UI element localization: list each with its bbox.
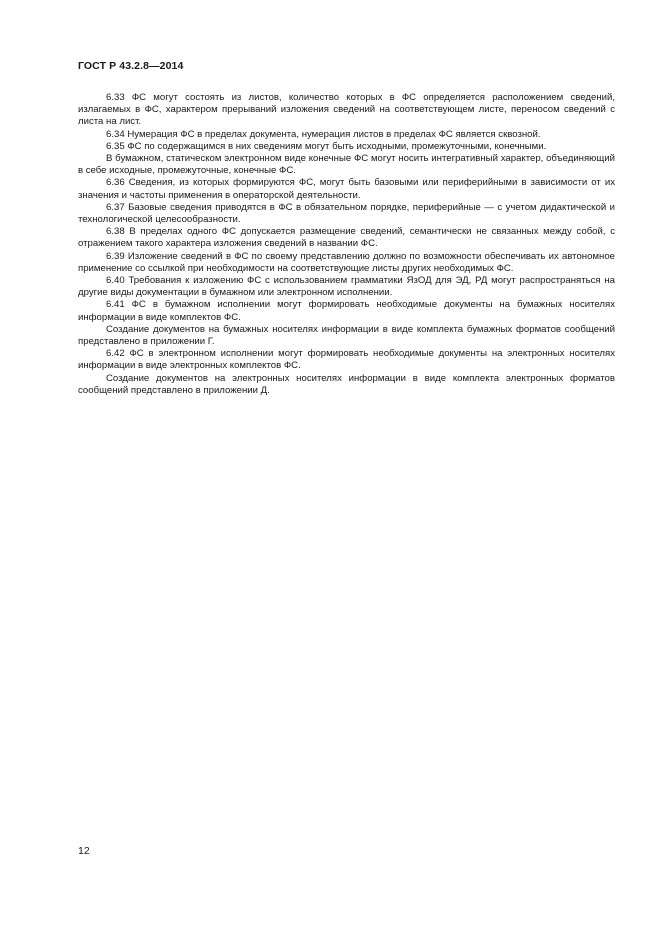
paragraph-6-35: 6.35 ФС по содержащимся в них сведениям могут быть исходными, промежуточными, конечными. [106, 140, 547, 152]
paragraph-6-34: 6.34 Нумерация ФС в пределах документа, нумерация листов в пределах ФС является сквозной. [106, 128, 541, 140]
document-header: ГОСТ Р 43.2.8—2014 [78, 60, 184, 72]
paragraph-6-42: 6.42 ФС в электронном исполнении могут формировать необходимые документы на электронных носителях информации в виде электронных комплектов ФС. [78, 348, 615, 372]
paragraph-6-40: 6.40 Требования к изложению ФС с использованием грамматики ЯзОД для ЭД, РД могут распространяться на другие виды документации в бумажном или электронном исполнении. [78, 275, 615, 299]
page-number: 12 [78, 845, 90, 857]
paragraph-6-33: 6.33 ФС могут состоять из листов, количество которых в ФС определяется расположением сведений, излагаемых в ФС, характером прерываний изложения сведений на соответствующем листе, переносом сведений с листа на лист. [78, 92, 615, 128]
paragraph-6-41: 6.41 ФС в бумажном исполнении могут формировать необходимые документы на бумажных носителях информации в виде комплектов ФС. [78, 299, 615, 323]
paragraph-6-38: 6.38 В пределах одного ФС допускается размещение сведений, семантически не связанных между собой, с отражением такого характера изложения сведений в названии ФС. [78, 226, 615, 250]
paragraph-6-36: 6.36 Сведения, из которых формируются ФС, могут быть базовыми или периферийными в зависимости от их значения и частоты применения в операторской деятельности. [78, 177, 615, 201]
paragraph-6-39: 6.39 Изложение сведений в ФС по своему представлению должно по возможности обеспечивать их автономное применение со ссылкой при необходимости на соответствующие листы других необходимых ФС. [78, 250, 615, 274]
paragraph-6-35-cont: В бумажном, статическом электронном виде конечные ФС могут носить интегративный характер, объединяющий в себе исходные, промежуточные, конечные ФС. [78, 153, 615, 177]
paragraph-6-41-cont: Создание документов на бумажных носителях информации в виде комплекта бумажных форматов сообщений представлено в приложении Г. [78, 323, 615, 348]
paragraph-6-37: 6.37 Базовые сведения приводятся в ФС в обязательном порядке, периферийные — с учетом дидактической и технологической целесообразности. [78, 201, 615, 226]
paragraph-6-42-cont: Создание документов на электронных носителях информации в виде комплекта электронных форматов сообщений представлено в приложении Д. [78, 372, 615, 396]
document-body [78, 92, 615, 397]
